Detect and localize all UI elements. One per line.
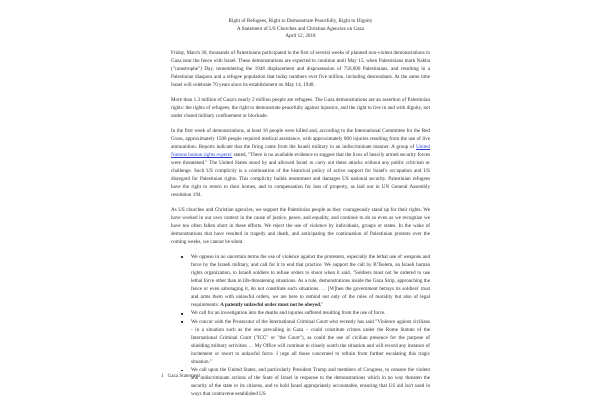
paragraph-3-text-before: In the first week of demonstrations, at least 16 people were killed and, according to the International Committee for the Red Cross, approximately 1500 people required medical assistance, with approximately 800 injuries resulting from the use of live ammunition. Reports indicate that the firing came from the Israeli military in an indiscriminate manner. A group of: [171, 128, 430, 151]
paragraph-4: As US churches and Christian agencies, we support the Palestinian people as they courageously stand up for their rights. We have worked in our own context in the cause of justice, peace, and equality, and continue to do so even as we recognize we have too often fallen short in these efforts. We reject the use of violence by individuals, groups or states. In the wake of demonstrations that have resulted in tragedy and death, and anticipating the continuation of Palestinian protests over the coming weeks, we cannot be silent.: [171, 206, 430, 245]
document-date: April 12, 2018: [285, 33, 316, 40]
paragraph-2: More than 1.3 million of Gaza's nearly 2 million people are refugees. The Gaza demonstrations are an assertion of Palestinian rights: the rights of refugees, the right to demonstrate peacefully against injustice, and the right to live in and with dignity, not under closed military confinement or blockade.: [171, 97, 430, 120]
square-bullet-icon: [181, 321, 183, 323]
bullet-text-before-bold: We oppose in no uncertain terms the use of violence against the protesters, especially the lethal use of weapons and force by the Israeli military, and call for it to end that practice. We support the call by B'Tselem, an Israeli human rights organization, to Israeli soldiers to refuse orders to shoot when it said, "Soldiers must not be ordered to use lethal force other than in life-threatening situations. As a rule, demonstrations inside the Gaza Strip, approaching the fence or even sabotaging it, do not constitute such situations. … [W]hen the government betrays its soldiers' trust and arms them with unlawful orders, we are here to remind not only of the rules of morality but also of legal requirements:: [191, 253, 430, 308]
document-body: [171, 18, 430, 400]
bullet-text-before-bold: We call for an investigation into the deaths and injuries suffered resulting from the use of force.: [191, 310, 386, 317]
bullet-text-before-bold: We concur with the Prosecutor of the International Criminal Court who recently has said "Violence against civilians - in a situation such as the one prevailing in Gaza – could constitute crimes under the Rome Statute of the International Criminal Court ("ICC" or "the Court"), as could the use of civilian presence for the purpose of shielding military activities … My Office will continue to closely watch the situation and will record any instance of incitement or resort to unlawful force. I urge all those concerned to refrain from further escalating this tragic situation.": [191, 318, 430, 365]
list-item: [171, 319, 430, 367]
bullet-text-after-bold: ": [321, 301, 324, 308]
statement-bullet-list: [171, 254, 430, 399]
bullet-text-before-bold: We call upon the United States, and particularly President Trump and members of Congress, to censure the violent and indiscriminate actions of the State of Israel in response to the demonstrations which in no way threaten the security of the state or its citizens, and to hold Israel appropriately accountable, ensuring that US aid isn't used in ways that contravene established US: [191, 367, 430, 398]
paragraph-1: Friday, March 30, thousands of Palestinians participated in the first of several weeks of planned non-violent demonstrations in Gaza near the fence with Israel. These demonstrations are expected to continue until May 15, when Palestinians mark Nakba ("catastrophe") Day, remembering the 1948 displacement and dispossession of 750,000 Palestinians, and resulting in a Palestinian diaspora and a refugee population that today numbers over five million, including descendants. At the same time Israel will celebrate 70 years since its establishment on May 14, 1948.: [171, 50, 430, 89]
list-item: [171, 254, 430, 310]
document-title: Right of Refugees, Right to Demonstrate Peacefully, Right to Dignity: [228, 18, 373, 24]
square-bullet-icon: [181, 370, 183, 372]
square-bullet-icon: [181, 313, 183, 315]
paragraph-3-with-link: [171, 128, 430, 200]
paragraph-3-text-after: stated, "There is no available evidence to suggest that the lives of heavily armed security forces were threatened." The United States stood by and allowed Israel to carry out these attacks without any public criticism or challenge. Such US complicity is a continuation of the historical policy of active support for Israel's occupation and US disregard for Palestinian rights. This complicity builds resentment and damages US national security. Palestinian refugees have the right to return to their homes, and to compensation for loss of property, as laid out in UN General Assembly resolution 194.: [171, 152, 430, 198]
square-bullet-icon: [181, 256, 183, 258]
footer-label: Gaza Statement: [167, 373, 200, 379]
bullet-bold-emphasis: A patently unlawful order must not be obeyed.: [220, 301, 322, 308]
un-human-rights-experts-link[interactable]: United Nations human rights experts': [171, 144, 430, 159]
document-subtitle: A Statement of US Churches and Christian Agencies on Gaza: [236, 25, 365, 32]
list-item: [171, 310, 430, 318]
footer-page-number: 1: [161, 373, 164, 379]
document-title-block: [171, 18, 430, 41]
page-footer: [161, 373, 200, 379]
list-item: [171, 367, 430, 399]
